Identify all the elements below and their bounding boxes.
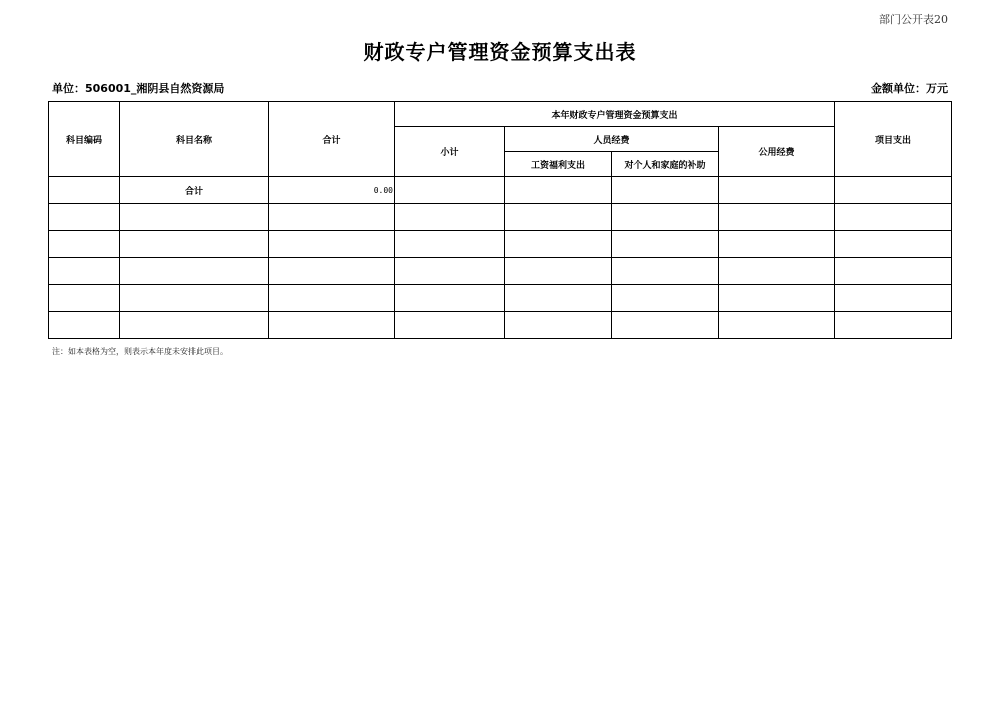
cell-subtotal [395, 231, 505, 258]
table-number-label: 部门公开表20 [879, 13, 948, 26]
page-title: 财政专户管理资金预算支出表 [363, 40, 637, 64]
header-row-1 [49, 102, 952, 127]
cell-code [49, 285, 120, 312]
cell-project [835, 177, 952, 204]
cell-project [835, 285, 952, 312]
budget-expenditure-table [48, 101, 952, 339]
header-personnel-group: 人员经费 [505, 127, 719, 152]
cell-project [835, 204, 952, 231]
cell-individual [612, 204, 719, 231]
cell-project [835, 231, 952, 258]
cell-public [719, 312, 835, 339]
cell-wage [505, 204, 612, 231]
cell-individual [612, 231, 719, 258]
table-row [49, 312, 952, 339]
cell-code [49, 258, 120, 285]
cell-name [120, 231, 269, 258]
cell-name [120, 312, 269, 339]
cell-subtotal [395, 177, 505, 204]
cell-total [269, 312, 395, 339]
table-row [49, 231, 952, 258]
cell-code [49, 312, 120, 339]
cell-public [719, 177, 835, 204]
cell-total: 0.00 [269, 177, 395, 204]
table-row [49, 204, 952, 231]
organization-unit-label: 单位：506001_湘阴县自然资源局 [52, 82, 225, 95]
cell-wage [505, 312, 612, 339]
table-row [49, 177, 952, 204]
footnote: 注：如本表格为空，则表示本年度未安排此项目。 [52, 347, 228, 356]
header-total: 合计 [269, 102, 395, 177]
cell-public [719, 258, 835, 285]
cell-individual [612, 177, 719, 204]
cell-name [120, 258, 269, 285]
header-public-expense: 公用经费 [719, 127, 835, 177]
table-row [49, 285, 952, 312]
header-subject-name: 科目名称 [120, 102, 269, 177]
cell-total [269, 258, 395, 285]
cell-individual [612, 258, 719, 285]
amount-unit-label: 金额单位：万元 [871, 82, 948, 95]
cell-total [269, 231, 395, 258]
cell-name: 合计 [120, 177, 269, 204]
cell-total [269, 204, 395, 231]
header-current-year-group: 本年财政专户管理资金预算支出 [395, 102, 835, 127]
cell-wage [505, 285, 612, 312]
cell-subtotal [395, 258, 505, 285]
cell-individual [612, 312, 719, 339]
cell-wage [505, 177, 612, 204]
cell-project [835, 312, 952, 339]
header-individual-family: 对个人和家庭的补助 [612, 152, 719, 177]
cell-project [835, 258, 952, 285]
header-wage-welfare: 工资福利支出 [505, 152, 612, 177]
cell-name [120, 204, 269, 231]
header-project-expense: 项目支出 [835, 102, 952, 177]
cell-code [49, 177, 120, 204]
header-subtotal: 小计 [395, 127, 505, 177]
cell-code [49, 231, 120, 258]
cell-total [269, 285, 395, 312]
cell-code [49, 204, 120, 231]
cell-subtotal [395, 204, 505, 231]
cell-individual [612, 285, 719, 312]
cell-public [719, 204, 835, 231]
header-subject-code: 科目编码 [49, 102, 120, 177]
cell-public [719, 231, 835, 258]
cell-subtotal [395, 312, 505, 339]
table-row [49, 258, 952, 285]
cell-subtotal [395, 285, 505, 312]
cell-wage [505, 258, 612, 285]
cell-name [120, 285, 269, 312]
cell-wage [505, 231, 612, 258]
cell-public [719, 285, 835, 312]
